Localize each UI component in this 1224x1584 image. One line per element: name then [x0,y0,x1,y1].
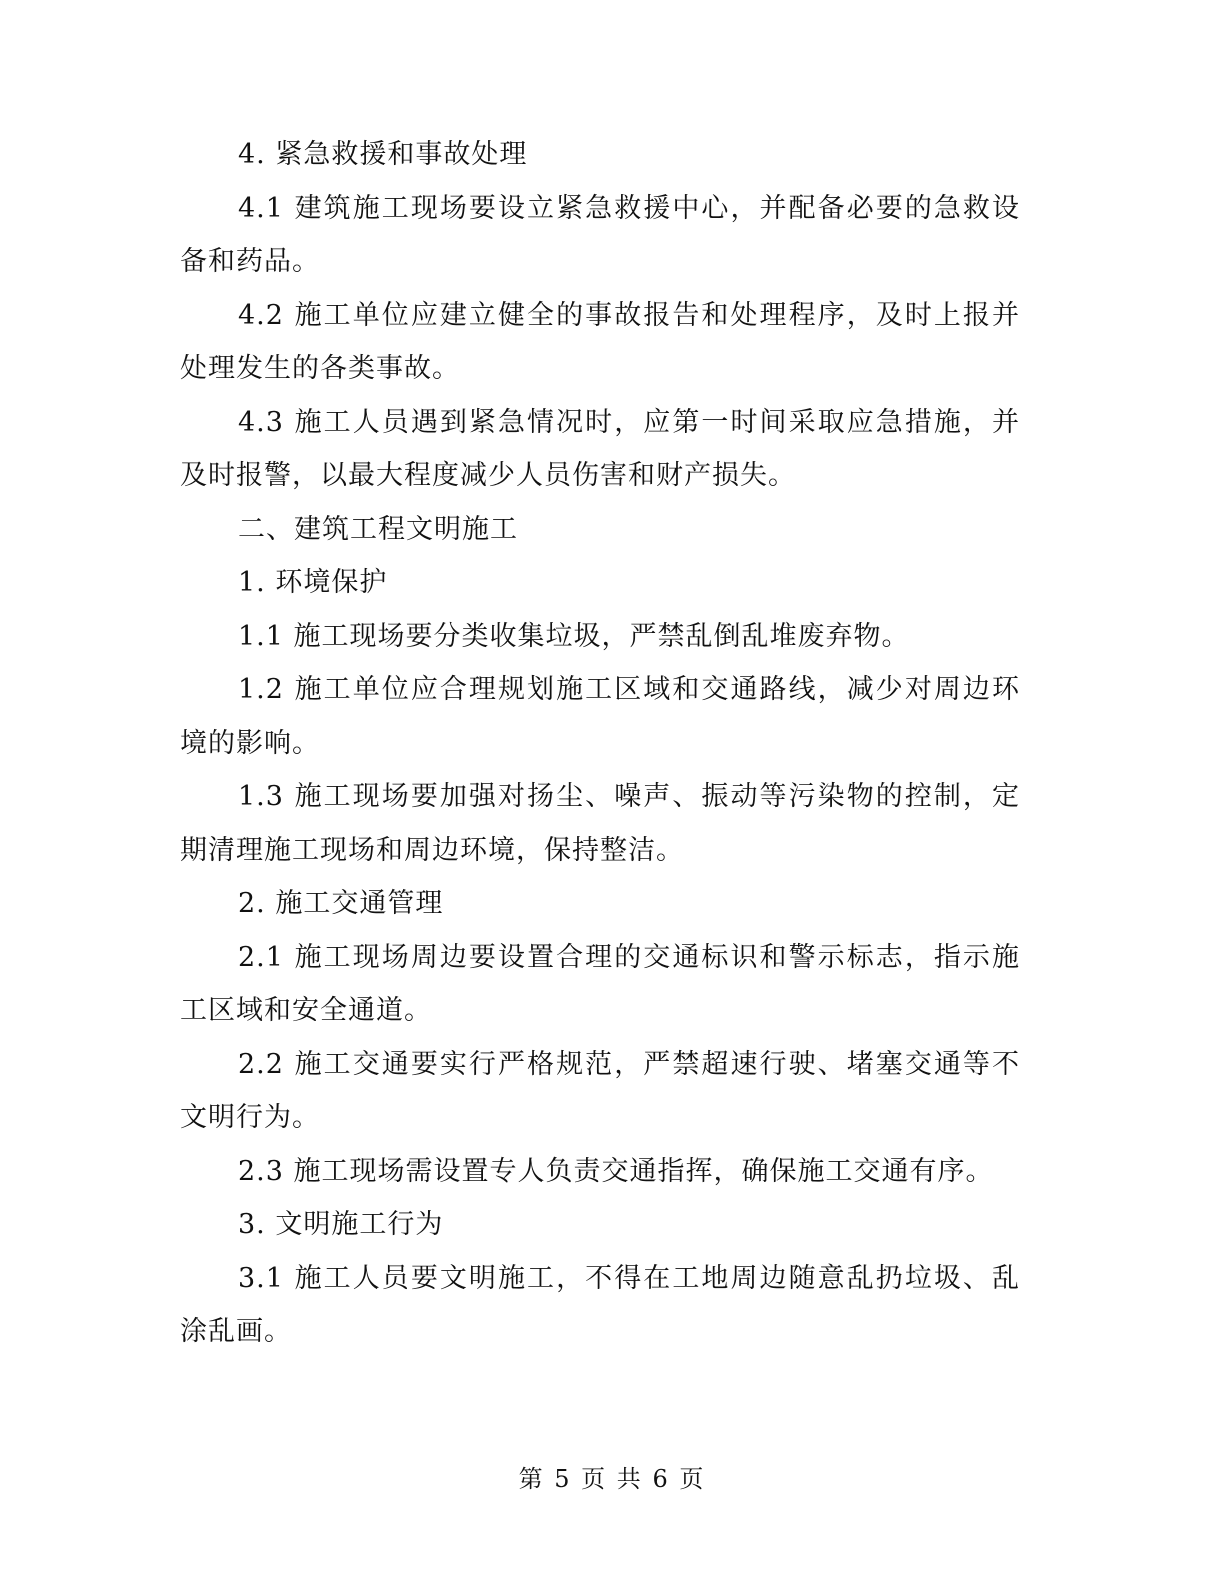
heading-civilized-behavior: 3. 文明施工行为 [238,1209,444,1240]
paragraph-4-1: 4.1 建筑施工现场要设立紧急救援中心，并配备必要的急救设备和药品。 [180,192,1020,277]
section-heading-civilized-construction: 二、建筑工程文明施工 [238,513,518,545]
paragraph-4-2: 4.2 施工单位应建立健全的事故报告和处理程序，及时上报并处理发生的各类事故。 [180,299,1020,384]
heading-environment-protection: 1. 环境保护 [238,567,388,598]
paragraph-1-2: 1.2 施工单位应合理规划施工区域和交通路线，减少对周边环境的影响。 [180,674,1020,759]
paragraph-1-1: 1.1 施工现场要分类收集垃圾，严禁乱倒乱堆废弃物。 [238,620,910,652]
heading-traffic-management: 2. 施工交通管理 [238,888,444,919]
paragraph-1-3: 1.3 施工现场要加强对扬尘、噪声、振动等污染物的控制，定期清理施工现场和周边环境，保持整洁。 [180,781,1020,866]
page-number-footer: 第 5 页 共 6 页 [518,1465,706,1493]
paragraph-3-1: 3.1 施工人员要文明施工，不得在工地周边随意乱扔垃圾、乱涂乱画。 [180,1262,1020,1347]
paragraph-2-1: 2.1 施工现场周边要设置合理的交通标识和警示标志，指示施工区域和安全通道。 [180,941,1020,1026]
paragraph-2-3: 2.3 施工现场需设置专人负责交通指挥，确保施工交通有序。 [238,1155,994,1187]
heading-emergency-rescue: 4. 紧急救援和事故处理 [238,139,528,170]
paragraph-2-2: 2.2 施工交通要实行严格规范，严禁超速行驶、堵塞交通等不文明行为。 [180,1048,1020,1133]
paragraph-4-3: 4.3 施工人员遇到紧急情况时，应第一时间采取应急措施，并及时报警，以最大程度减少人员伤害和财产损失。 [180,406,1020,491]
document-body [180,128,1020,1359]
